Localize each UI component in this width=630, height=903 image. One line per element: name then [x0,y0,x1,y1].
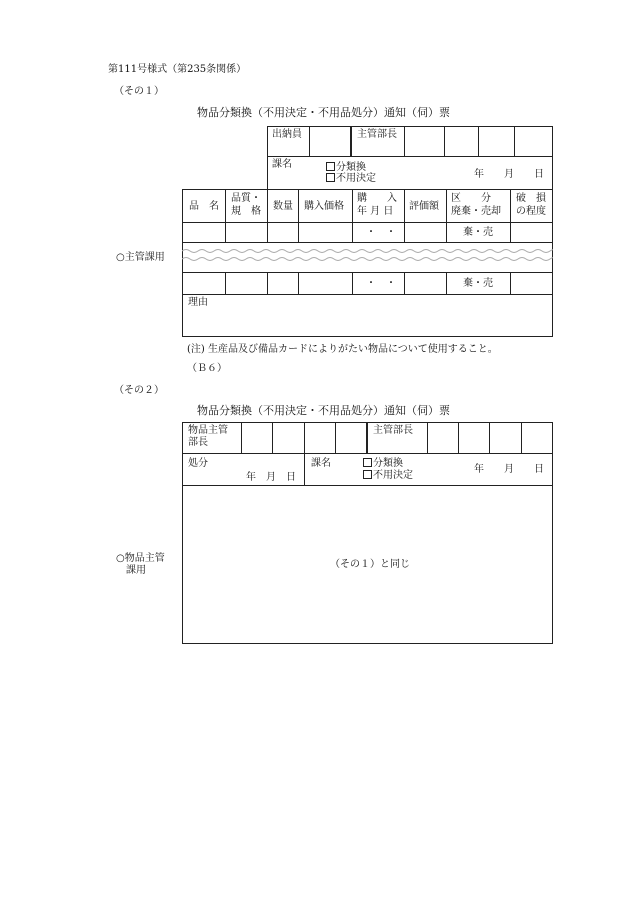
option-reclass-label: 分類換 [336,162,366,173]
col-kounyuu-1: 購 入 [357,193,397,204]
row1-kubun: 棄・売 [463,227,493,238]
col-hyoukagaku: 評価額 [409,201,439,212]
kamei-label: 課名 [272,159,292,170]
suitouin-label: 出納員 [272,129,302,140]
option-reclass[interactable] [326,162,366,174]
date-field: 年 月 日 [474,169,544,180]
part2-shukan-buchou: 主管部長 [373,425,413,436]
checkbox-icon[interactable] [363,470,372,479]
row1-date-dots: ・ ・ [366,227,396,238]
shobun-date: 年 月 日 [246,472,296,483]
checkbox-icon[interactable] [326,162,335,171]
part2-side-label-2: 課用 [126,565,146,576]
part2-title: 物品分類換（不用決定・不用品処分）通知（伺）票 [197,404,450,417]
buppin-shukan-1: 物品主管 [188,425,228,436]
checkbox-icon[interactable] [326,173,335,182]
omitted-rows-wave [182,246,553,268]
row2-kubun: 棄・売 [463,278,493,289]
col-suuryou: 数量 [273,201,293,212]
col-kubun-1: 区 分 [451,193,491,204]
part1-side-label: ○主管課用 [116,252,165,263]
checkbox-icon[interactable] [363,458,372,467]
part2-date-field: 年 月 日 [474,464,544,475]
form-number: 第111号様式（第235条関係） [108,64,247,75]
col-kounyuu-kakaku: 購入価格 [304,201,344,212]
part2-kamei: 課名 [311,458,331,469]
col-hason-1: 破 損 [516,193,546,204]
shobun-label: 処分 [188,458,208,469]
option-disposal-label: 不用決定 [336,173,376,184]
part2-body-text: （その１）と同じ [330,559,410,570]
part1-label: （その１） [114,86,164,97]
buppin-shukan-2: 部長 [188,437,208,448]
part1-size: （Ｂ６） [187,363,227,374]
part2-option-disposal-label: 不用決定 [373,470,413,481]
col-hinmei: 品 名 [189,201,219,212]
col-hinshitsu-2: 規 格 [231,206,261,217]
col-hinshitsu-1: 品質・ [231,193,261,204]
row2-date-dots: ・ ・ [366,278,396,289]
part2-side-label-1: ○物品主管 [116,553,165,564]
part2-option-reclass[interactable] [363,458,403,470]
col-hason-2: の程度 [516,206,546,217]
shukan-buchou-label: 主管部長 [357,129,397,140]
part1-title: 物品分類換（不用決定・不用品処分）通知（伺）票 [197,106,450,119]
riyuu-label: 理由 [188,297,208,308]
col-kubun-2: 廃棄・売却 [451,206,501,217]
part1-note: (注) 生産品及び備品カードによりがたい物品について使用すること。 [187,344,498,355]
part2-option-disposal[interactable] [363,470,413,482]
part2-option-reclass-label: 分類換 [373,458,403,469]
col-kounyuu-2: 年 月 日 [357,206,394,217]
option-disposal[interactable] [326,173,376,185]
part2-label: （その２） [114,385,164,396]
